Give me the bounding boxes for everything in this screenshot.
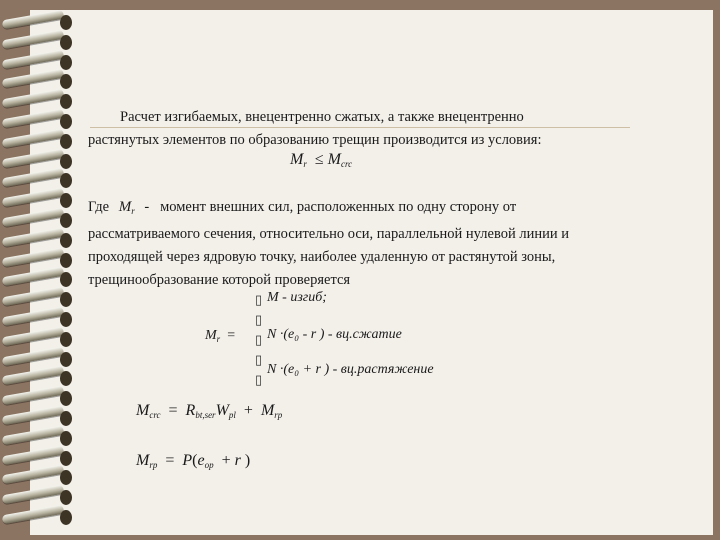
where-line-4: трещинообразование которой проверяется (88, 272, 351, 288)
spiral-coil (0, 210, 78, 232)
system-row-tension: N ·(e₀ + r ) - вц.растяжение (267, 362, 434, 377)
spiral-coil (0, 151, 78, 173)
spiral-coil (0, 32, 78, 54)
cond-lhs: M (290, 151, 304, 168)
spiral-coil (0, 111, 78, 133)
system-lhs: $M_r$ = (205, 328, 236, 344)
spiral-coil (0, 71, 78, 93)
where-text-1: момент внешних сил, расположенных по одну сторону от (160, 199, 517, 215)
spiral-coil (0, 388, 78, 410)
spiral-coil (0, 131, 78, 153)
spiral-coil (0, 190, 78, 212)
intro-line-1: Расчет изгибаемых, внецентренно сжатых, а также внецентренно (120, 109, 524, 125)
spiral-coil (0, 52, 78, 74)
where-line-2: рассматриваемого сечения, относительно оси, параллельной нулевой линии и (88, 226, 570, 242)
spiral-coil (0, 349, 78, 371)
spiral-coil (0, 428, 78, 450)
system-row-compression: N ·(e₀ - r ) - вц.сжатие (267, 327, 402, 342)
spiral-coil (0, 289, 78, 311)
spiral-coil (0, 507, 78, 529)
where-symbol: $M_r$ (118, 199, 135, 216)
spiral-coil (0, 230, 78, 252)
intro-paragraph (88, 106, 668, 152)
cond-lhs-sub: r (303, 159, 307, 169)
spiral-coil (0, 408, 78, 430)
where-paragraph (88, 196, 678, 292)
spiral-coil (0, 329, 78, 351)
spiral-coil (0, 91, 78, 113)
spiral-coil (0, 487, 78, 509)
where-prefix: Где (88, 199, 110, 215)
where-line-3: проходящей через ядровую точку, наиболее удаленную от растянутой зоны, (88, 249, 556, 265)
where-dash: - (144, 199, 150, 215)
intro-line-2: растянутых элементов по образованию трещин производится из условия: (88, 132, 542, 148)
crack-condition (290, 151, 352, 169)
spiral-coil (0, 170, 78, 192)
brace-glyphs: ▯ ▯ ▯ ▯ ▯ (255, 292, 263, 387)
spiral-coil (0, 368, 78, 390)
cond-rhs: M (327, 151, 341, 168)
where-line-1 (88, 196, 678, 223)
spiral-coil (0, 12, 78, 34)
spiral-coil (0, 448, 78, 470)
cond-rhs-sub: crc (340, 159, 353, 169)
formula-rp: $M_{rp} = P(e_{op} + r$ ) (136, 452, 251, 470)
spiral-coil (0, 467, 78, 489)
spiral-coil (0, 269, 78, 291)
spiral-coil (0, 250, 78, 272)
cond-op: ≤ (314, 151, 324, 168)
spiral-coil (0, 309, 78, 331)
spiral-binding (0, 12, 80, 532)
formula-crc: $M_{crc} = R_{bt,ser}W_{pl} + M_{rp}$ (136, 402, 283, 420)
system-row-bending: M - изгиб; (267, 290, 327, 305)
